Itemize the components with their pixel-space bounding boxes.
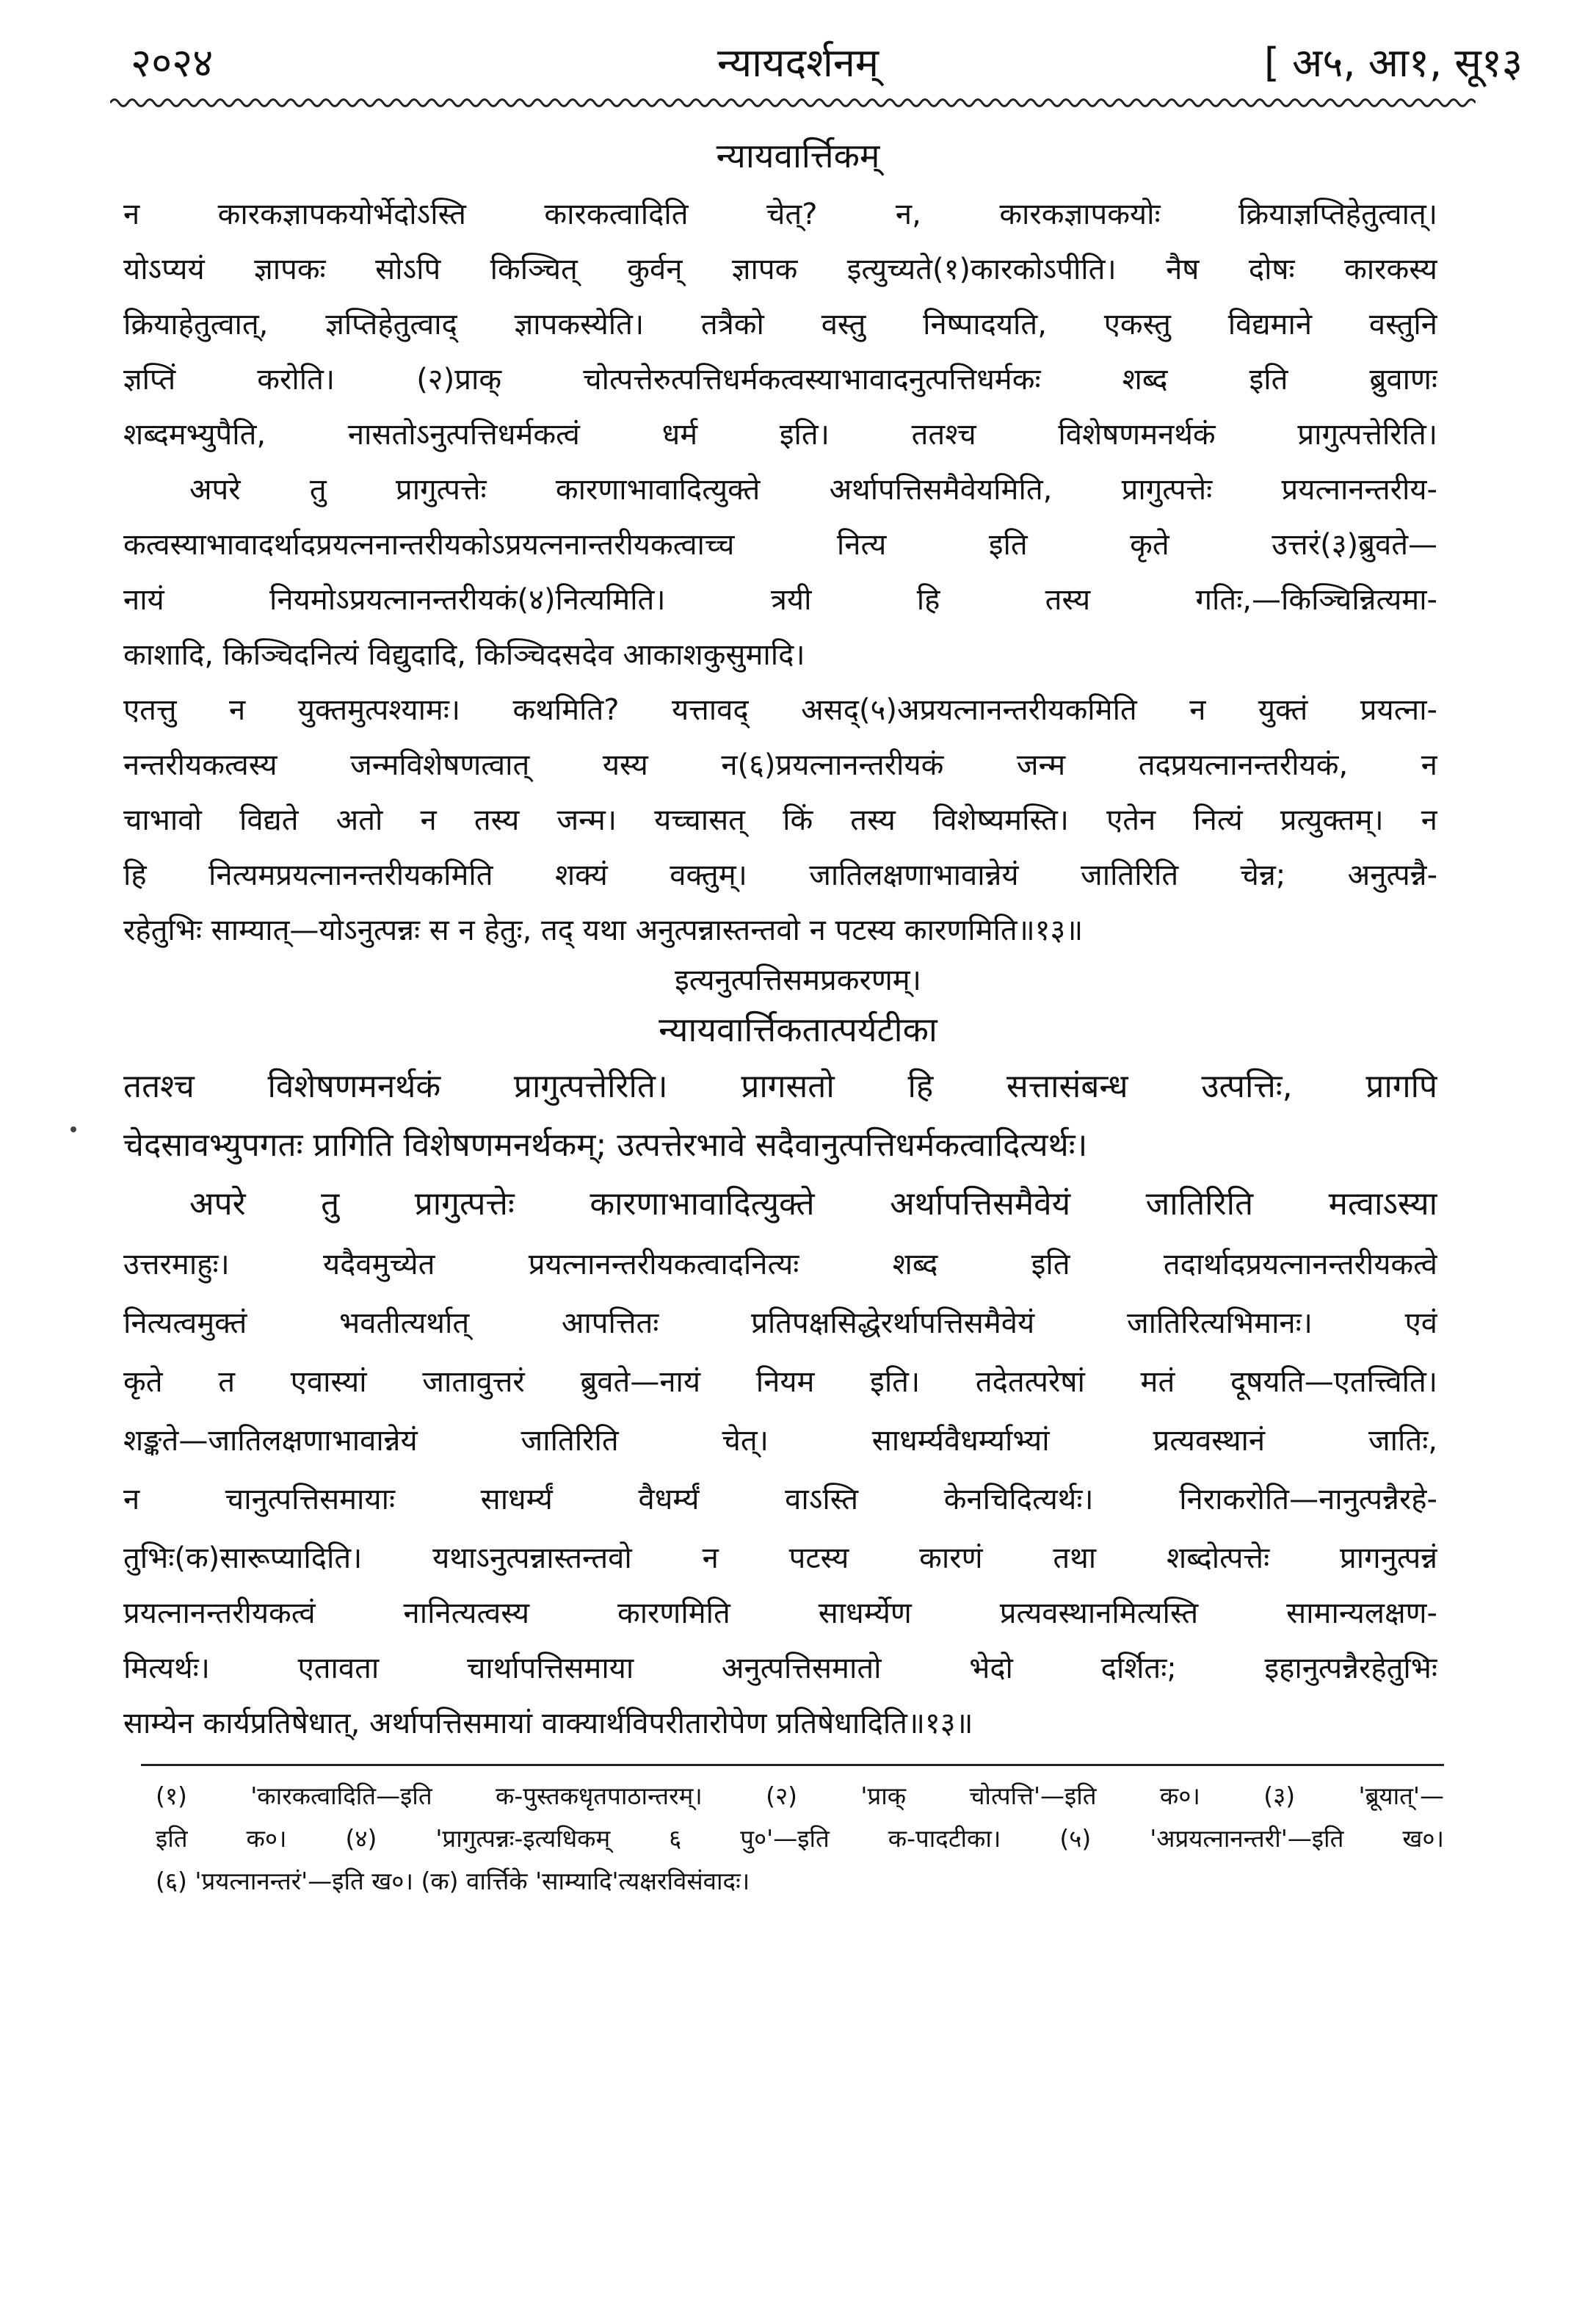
text-line: नित्यत्वमुक्तं भवतीत्यर्थात् आपत्तितः प्रतिपक्षसिद्धेरर्थापत्तिसमैवेयं जातिरित्यभिमानः। एवं	[123, 1306, 1437, 1340]
text-line: कृते त एवास्यां जातावुत्तरं ब्रुवते—नायं नियम इति। तदेतत्परेषां मतं दूषयति—एतत्त्विति।	[123, 1365, 1437, 1399]
text-line: न चानुत्पत्तिसमायाः साधर्म्यं वैधर्म्यं वाऽस्ति केनचिदित्यर्थः। निराकरोति—नानुत्पन्नैरहे-	[123, 1483, 1437, 1516]
text-line: नन्तरीयकत्वस्य जन्मविशेषणत्वात् यस्य न(६)प्रयत्नानन्तरीयकं जन्म तदप्रयत्नानन्तरीयकं, न	[123, 748, 1437, 782]
footnote-line: इति क०। (४) 'प्रागुत्पन्नः-इत्यधिकम् ६ पु०'—इति क-पादटीका। (५) 'अप्रयत्नानन्तरी'—इति ख०।	[156, 1824, 1444, 1853]
text-line: योऽप्ययं ज्ञापकः सोऽपि किञ्चित् कुर्वन् ज्ञापक इत्युच्यते(१)कारकोऽपीति। नैष दोषः कारकस्य	[123, 253, 1437, 286]
tika-heading: न्यायवार्त्तिकतात्पर्यटीका	[659, 1010, 937, 1049]
chapter-reference: [ अ५, आ१, सू१३	[1263, 40, 1523, 86]
vartika-heading: न्यायवार्त्तिकम्	[716, 136, 880, 176]
text-line: अपरे तु प्रागुत्पत्तेः कारणाभावादित्युक्ते अर्थापत्तिसमैवेयमिति, प्रागुत्पत्तेः प्रयत्नानन्तरीय-	[189, 473, 1437, 507]
text-line: प्रयत्नानन्तरीयकत्वं नानित्यत्वस्य कारणमिति साधर्म्येण प्रत्यवस्थानमित्यस्ति सामान्यलक्षण-	[123, 1596, 1437, 1630]
text-line: चेदसावभ्युपगतः प्रागिति विशेषणमनर्थकम्; उत्पत्तेरभावे सदैवानुत्पत्तिधर्मकत्वादित्यर्थः।	[123, 1126, 1088, 1164]
text-line: क्रियाहेतुत्वात्, ज्ञप्तिहेतुत्वाद् ज्ञापकस्येति। तत्रैको वस्तु निष्पादयति, एकस्तु विद्यमाने वस्तुनि	[123, 308, 1437, 341]
text-line: उत्तरमाहुः। यदैवमुच्येत प्रयत्नानन्तरीयकत्वादनित्यः शब्द इति तदार्थादप्रयत्नानन्तरीयकत्वे	[123, 1248, 1437, 1281]
footnote-line: (६) 'प्रयत्नानन्तरं'—इति ख०। (क) वार्त्तिके 'साम्यादि'त्यक्षरविसंवादः।	[156, 1867, 750, 1895]
text-line: चाभावो विद्यते अतो न तस्य जन्म। यच्चासत् किं तस्य विशेष्यमस्ति। एतेन नित्यं प्रत्युक्तम्। न	[123, 803, 1437, 837]
page-number: २०२४	[131, 40, 214, 86]
text-line: कत्वस्याभावादर्थादप्रयत्ननान्तरीयकोऽप्रयत्ननान्तरीयकत्वाच्च नित्य इति कृते उत्तरं(३)ब्रुवते—	[123, 528, 1437, 562]
margin-mark	[70, 1126, 76, 1132]
footnote-separator	[141, 1764, 1444, 1766]
text-line: अपरे तु प्रागुत्पत्तेः कारणाभावादित्युक्ते अर्थापत्तिसमैवेयं जातिरिति मत्वाऽस्या	[189, 1185, 1437, 1223]
header-wavy-rule	[110, 94, 1476, 112]
text-line: मित्यर्थः। एतावता चार्थापत्तिसमाया अनुत्पत्तिसमातो भेदो दर्शितः; इहानुत्पन्नैरहेतुभिः	[123, 1652, 1437, 1685]
footnote-line: (१) 'कारकत्वादिति—इति क-पुस्तकधृतपाठान्तरम्। (२) 'प्राक् चोत्पत्ति'—इति क०। (३) 'ब्रूयात्'—	[156, 1781, 1444, 1810]
running-title: न्यायदर्शनम्	[717, 40, 879, 86]
text-line: एतत्तु न युक्तमुत्पश्यामः। कथमिति? यत्तावद् असद्(५)अप्रयत्नानन्तरीयकमिति न युक्तं प्रयत्ना-	[123, 693, 1437, 727]
text-line: शब्दमभ्युपैति, नासतोऽनुत्पत्तिधर्मकत्वं धर्म इति। ततश्च विशेषणमनर्थकं प्रागुत्पत्तेरिति।	[123, 418, 1437, 452]
text-line: रहेतुभिः साम्यात्—योऽनुत्पन्नः स न हेतुः, तद् यथा अनुत्पन्नास्तन्तवो न पटस्य कारणमिति॥१३॥	[123, 914, 1084, 947]
text-line: शङ्कते—जातिलक्षणाभावान्नेयं जातिरिति चेत्। साधर्म्यवैधर्म्याभ्यां प्रत्यवस्थानं जातिः,	[123, 1424, 1437, 1458]
text-line: काशादि, किञ्चिदनित्यं विद्युदादि, किञ्चिदसदेव आकाशकुसुमादि।	[123, 638, 805, 672]
text-line: नायं नियमोऽप्रयत्नानन्तरीयकं(४)नित्यमिति। त्रयी हि तस्य गतिः,—किञ्चिन्नित्यमा-	[123, 583, 1437, 617]
text-line: ज्ञप्तिं करोति। (२)प्राक् चोत्पत्तेरुत्पत्तिधर्मकत्वस्याभावादनुत्पत्तिधर्मकः शब्द इति ब्रुवाणः	[123, 363, 1437, 397]
text-line: तुभिः(क)सारूप्यादिति। यथाऽनुत्पन्नास्तन्तवो न पटस्य कारणं तथा शब्दोत्पत्तेः प्रागनुत्पन्नं	[123, 1541, 1437, 1575]
text-line: ततश्च विशेषणमनर्थकं प्रागुत्पत्तेरिति। प्रागसतो हि सत्तासंबन्ध उत्पत्तिः, प्रागपि	[123, 1068, 1437, 1105]
text-line: हि नित्यमप्रयत्नानन्तरीयकमिति शक्यं वक्तुम्। जातिलक्षणाभावान्नेयं जातिरिति चेन्न; अनुत्पन्नै-	[123, 858, 1437, 892]
section-colophon: इत्यनुत्पत्तिसमप्रकरणम्।	[675, 963, 921, 997]
text-line: साम्येन कार्यप्रतिषेधात्, अर्थापत्तिसमायां वाक्यार्थविपरीतारोपेण प्रतिषेधादिति॥१३॥	[123, 1707, 973, 1740]
text-line: न कारकज्ञापकयोर्भेदोऽस्ति कारकत्वादिति चेत्? न, कारकज्ञापकयोः क्रियाज्ञप्तिहेतुत्वात्।	[123, 198, 1437, 231]
